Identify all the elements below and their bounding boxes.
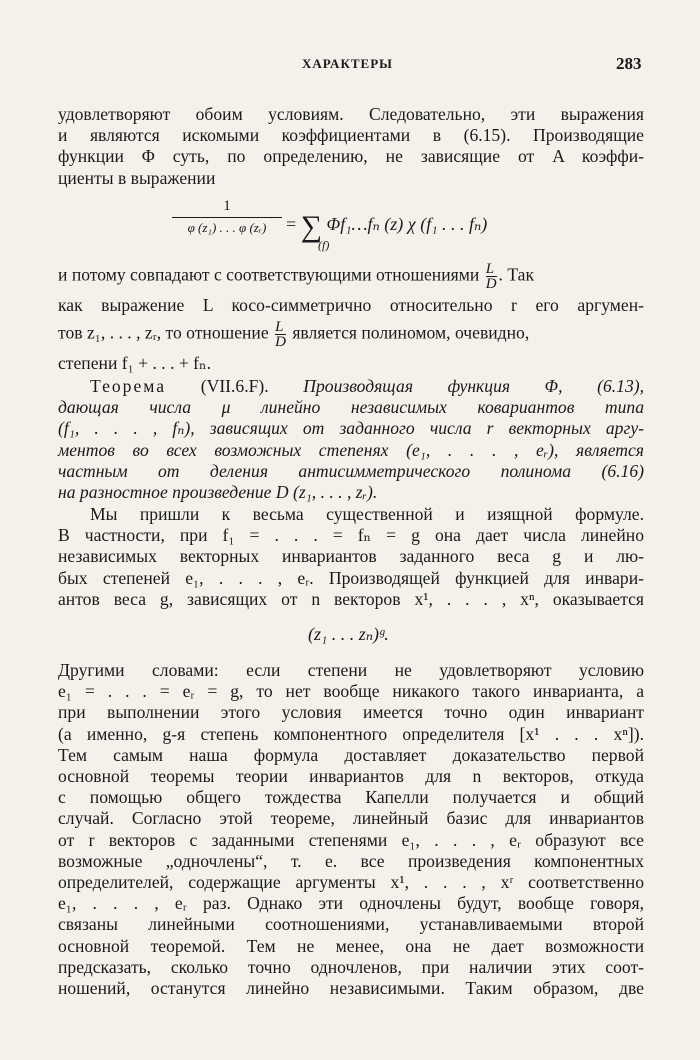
text-line: бых степеней e₁, . . . , eᵣ. Производящей функцией для инвари- xyxy=(58,567,644,588)
text-line: функции Φ суть, по определению, не зависящие от A коэффи- xyxy=(58,146,644,167)
text-fragment: и потому совпадают с соответствующими отношениями xyxy=(58,264,480,285)
theorem-block xyxy=(58,376,644,503)
text-line: (f₁, . . . , fₙ), зависящих от заданного числа r векторных аргу- xyxy=(58,418,644,439)
text-line xyxy=(58,376,644,397)
fraction-numerator: L xyxy=(486,262,497,277)
text-line: возможные „одночлены“, т. е. все произведения компонентных xyxy=(58,850,644,871)
text-line xyxy=(58,320,644,349)
theorem-text: Производящая функция Φ, (6.13), xyxy=(303,376,644,396)
fraction-denominator: D xyxy=(485,276,497,292)
formula-invariant-power: (z₁ . . . zₙ)ᵍ. xyxy=(308,624,389,644)
formula-fraction xyxy=(172,198,282,236)
formula-generating-function xyxy=(0,198,700,258)
text-line: ментов во всех возможных степенях (e₁, . . . , eᵣ), является xyxy=(58,439,644,460)
text-line: Другими словами: если степени не удовлетворяют условию xyxy=(58,660,644,680)
paragraph-formula-discussion xyxy=(58,504,644,610)
paragraph-ratio xyxy=(58,262,644,374)
text-line: связаны линейными соотношениями, устанавливаемыми второй xyxy=(58,914,644,935)
formula-rhs: = ∑ Φf₁…fₙ (z) χ (f₁ . . . fₙ) xyxy=(286,210,488,243)
text-line: e₁, . . . , eᵣ раз. Однако эти одночлены будут, вообще говоря, xyxy=(58,893,644,914)
text-line: как выражение L косо-симметрично относительно r его аргумен- xyxy=(58,295,644,315)
text-line: удовлетворяют обоим условиям. Следовательно, эти выражения xyxy=(58,104,644,124)
text-line: предсказать, сколько точно одночленов, при наличии этих соот- xyxy=(58,956,644,977)
formula-sum-index: (f) xyxy=(318,238,330,252)
text-line: основной теоремы теории инвариантов для n векторов, откуда xyxy=(58,766,644,787)
text-line: e₁ = . . . = eᵣ = g, то нет вообще никакого такого инварианта, а xyxy=(58,681,644,702)
text-line: и являются искомыми коэффициентами в (6.15). Производящие xyxy=(58,125,644,146)
paragraph-intro xyxy=(58,104,644,189)
inline-fraction-l-d xyxy=(486,262,497,291)
text-fragment: является полиномом, очевидно, xyxy=(292,322,530,343)
paragraph-conclusion xyxy=(58,660,644,999)
theorem-ref: (VII.6.F). xyxy=(200,376,269,396)
formula-denominator: φ (z₁) . . . φ (zᵣ) xyxy=(187,220,267,235)
text-line: от r векторов с заданными степенями e₁, . . . , eᵣ образуют все xyxy=(58,829,644,850)
page-number: 283 xyxy=(616,54,642,73)
sigma-symbol: ∑ xyxy=(300,210,323,243)
inline-fraction-l-d xyxy=(275,320,286,349)
text-line: случай. Согласно этой теореме, линейный базис для инвариантов xyxy=(58,808,644,829)
text-line: дающая числа μ линейно независимых ковариантов типа xyxy=(58,397,644,418)
fraction-denominator: D xyxy=(275,334,286,351)
text-line: при выполнении этого условия имеется точно один инвариант xyxy=(58,702,644,723)
text-fragment: тов z₁, . . . , zᵣ, то отношение xyxy=(58,322,269,343)
text-line: антов веса g, зависящих от n векторов x¹, . . . , xⁿ, оказывается xyxy=(58,588,644,609)
text-line: ношений, останутся линейно независимыми. Таким образом, две xyxy=(58,978,644,999)
running-head: ХАРАКТЕРЫ xyxy=(302,56,393,71)
text-line: В частности, при f₁ = . . . = fₙ = g она дает числа линейно xyxy=(58,525,644,546)
text-fragment: . Так xyxy=(498,264,534,285)
theorem-label: Теорема xyxy=(90,376,167,396)
fraction-numerator: L xyxy=(275,320,286,335)
text-line: Мы пришли к весьма существенной и изящной формуле. xyxy=(90,504,644,524)
text-line: независимых векторных инвариантов заданного веса g и лю- xyxy=(58,546,644,567)
text-line: частным от деления антисимметрического полинома (6.16) xyxy=(58,460,644,481)
text-line: с помощью общего тождества Капелли получается и общий xyxy=(58,787,644,808)
text-line: основной теоремой. Тем не менее, она не дает возможности xyxy=(58,935,644,956)
text-line: (а именно, g-я степень компонентного определителя [x¹ . . . xⁿ]). xyxy=(58,723,644,744)
text-line: на разностное произведение D (z₁, . . . , zᵣ). xyxy=(58,482,378,503)
text-line xyxy=(58,262,644,291)
text-line: Тем самым наша формула доставляет доказательство первой xyxy=(58,744,644,765)
formula-rhs-text: Φf₁…fₙ (z) χ (f₁ . . . fₙ) xyxy=(326,214,488,234)
formula-numerator: 1 xyxy=(172,198,282,218)
text-line: определителей, содержащие аргументы x¹, . . . , xʳ соответственно xyxy=(58,872,644,893)
text-line: циенты в выражении xyxy=(58,167,216,188)
text-line: степени f₁ + . . . + fₙ. xyxy=(58,353,212,374)
page-header xyxy=(0,52,700,76)
